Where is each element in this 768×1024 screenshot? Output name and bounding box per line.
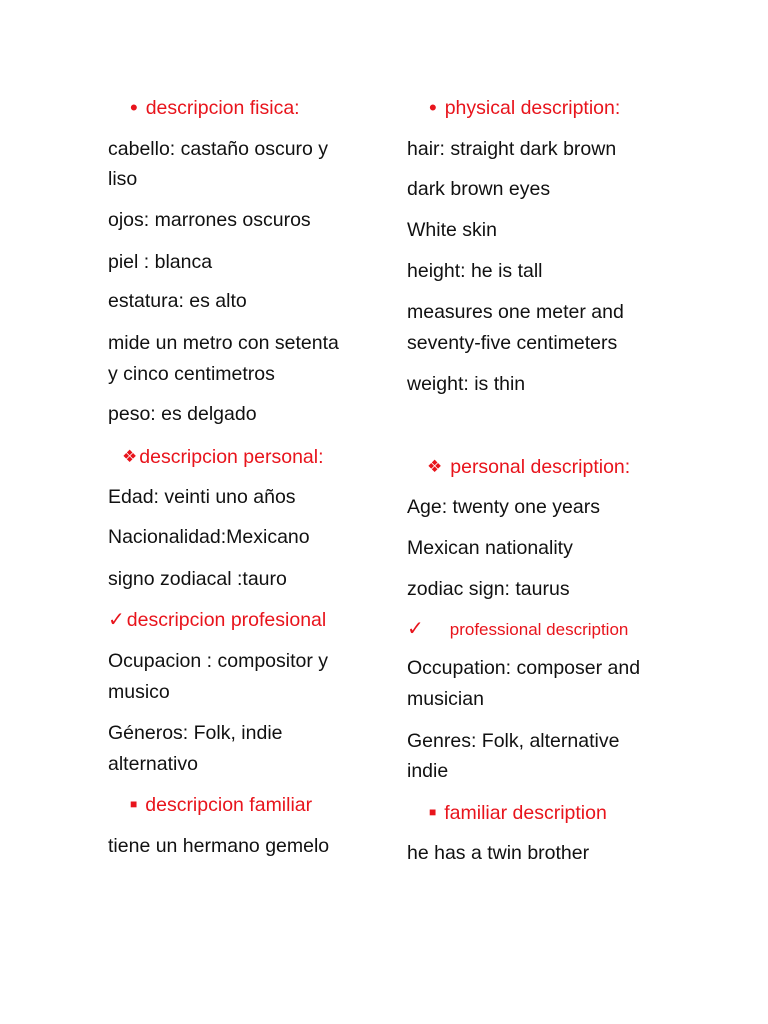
weight-line: weight: is thin xyxy=(407,373,526,395)
zodiac-line: signo zodiacal :tauro xyxy=(108,568,287,590)
spanish-column xyxy=(108,0,448,1024)
occupation-line-1: Ocupacion : compositor y xyxy=(108,650,329,672)
zodiac-line: zodiac sign: taurus xyxy=(407,578,570,600)
personal-heading-es: ❖ descripcion personal: xyxy=(122,441,324,473)
weight-line: peso: es delgado xyxy=(108,403,257,425)
occupation-line-2: musico xyxy=(108,681,170,703)
nationality-line: Mexican nationality xyxy=(407,537,573,559)
height-line: estatura: es alto xyxy=(108,290,247,312)
bullet-diamond-icon: ❖ xyxy=(427,457,443,476)
age-line: Age: twenty one years xyxy=(407,496,600,518)
measure-line-2: y cinco centimetros xyxy=(108,363,275,385)
measure-line-1: mide un metro con setenta xyxy=(108,332,339,354)
skin-line: piel : blanca xyxy=(108,251,213,273)
bullet-diamond-icon: ❖ xyxy=(122,447,138,466)
measure-line-1: measures one meter and xyxy=(407,301,624,323)
physical-heading-es: • descripcion fisica: xyxy=(130,92,300,124)
family-line: he has a twin brother xyxy=(407,842,590,864)
family-heading-en: ■ familiar description xyxy=(429,797,607,829)
english-column xyxy=(407,0,747,1024)
genres-line-2: indie xyxy=(407,760,449,782)
skin-line: White skin xyxy=(407,219,497,241)
height-line: height: he is tall xyxy=(407,260,543,282)
measure-line-2: seventy-five centimeters xyxy=(407,332,618,354)
eyes-line: dark brown eyes xyxy=(407,178,551,200)
personal-heading-en: ❖ personal description: xyxy=(427,451,630,483)
genres-line-1: Géneros: Folk, indie xyxy=(108,722,283,744)
occupation-line-2: musician xyxy=(407,688,484,710)
bullet-dot-icon: • xyxy=(429,95,437,120)
nationality-line: Nacionalidad:Mexicano xyxy=(108,526,310,548)
professional-heading-en: ✓ professional description xyxy=(407,614,628,645)
hair-line: hair: straight dark brown xyxy=(407,138,617,160)
bullet-dot-icon: • xyxy=(130,95,138,120)
occupation-line-1: Occupation: composer and xyxy=(407,657,641,679)
genres-line-2: alternativo xyxy=(108,753,198,775)
professional-heading-es: ✓ descripcion profesional xyxy=(108,605,326,636)
family-line: tiene un hermano gemelo xyxy=(108,835,330,857)
genres-line-1: Genres: Folk, alternative xyxy=(407,730,620,752)
physical-heading-en: • physical description: xyxy=(429,92,620,124)
family-heading-es: ■ descripcion familiar xyxy=(130,789,312,821)
hair-line-2: liso xyxy=(108,168,138,190)
eyes-line: ojos: marrones oscuros xyxy=(108,209,311,231)
bullet-check-icon: ✓ xyxy=(108,609,125,631)
bullet-square-icon: ■ xyxy=(130,797,138,811)
bullet-square-icon: ■ xyxy=(429,805,437,819)
hair-line-1: cabello: castaño oscuro y xyxy=(108,138,329,160)
bullet-check-icon: ✓ xyxy=(407,618,424,640)
age-line: Edad: veinti uno años xyxy=(108,486,296,508)
